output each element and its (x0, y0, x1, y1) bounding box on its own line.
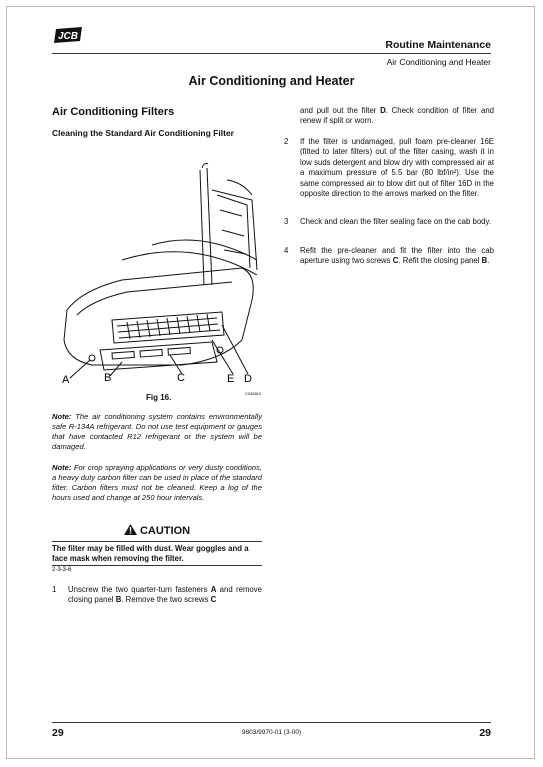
page-title: Air Conditioning and Heater (188, 74, 355, 88)
caution-text: The filter may be filled with dust. Wear goggles and a face mask when removing the filter. (52, 544, 249, 564)
note-text: For crop spraying applications or very dusty conditions, a heavy duty carbon filter can be used in place of the standard filter. Carbon filters must not be cleaned. Keep a log of the hours used and change at 250 hour intervals. (52, 463, 262, 503)
step-number: 3 (284, 217, 289, 226)
caution-rule-bottom (52, 565, 262, 566)
header-subsection: Air Conditioning and Heater (386, 57, 491, 67)
logo-text: JCB (57, 31, 79, 42)
caution-heading (52, 524, 262, 537)
step-text: If the filter is undamaged, pull foam pre-cleaner 16E (fitted to later filters) out of the filter casing, wash it in low suds detergent and blow dry with compressed air at a maximum pressure of 5.5 bar (80 lbf/in²). Use the same compressed air to blow dirt out of filter 16D in the opposite direction to the arrows marked on the filter. (300, 137, 494, 199)
figure-label-a: A (62, 374, 70, 386)
figure-label-d: D (244, 373, 252, 385)
caution-rule-top (52, 541, 262, 542)
note-refrigerant (52, 412, 262, 452)
note-carbon-filter (52, 463, 262, 503)
caution-label: CAUTION (139, 525, 191, 537)
figure-label-e: E (227, 373, 235, 385)
sub-title: Cleaning the Standard Air Conditioning Filter (52, 128, 234, 138)
page-number-right: 29 (479, 727, 491, 739)
step-text: Unscrew the two quarter-turn fasteners A and remove closing panel B. Remove the two screws C (68, 585, 263, 605)
note-label: Note: (52, 463, 72, 472)
step-text: Check and clean the filter sealing face on the cab body. (300, 217, 492, 226)
jcb-logo (53, 27, 83, 43)
note-text: The air conditioning system contains environmentally safe R-134A refrigerant. Do not use test equipment or gauges that have contacted R12 refrigerant or the system will be damaged. (52, 412, 262, 452)
warning-icon (124, 524, 137, 535)
step-1-continuation: and pull out the filter D. Check condition of filter and renew if split or worn. (300, 106, 494, 126)
footer-rule (52, 722, 491, 723)
caution-ref: 2-3-3-6 (52, 567, 72, 573)
note-label: Note: (52, 412, 72, 421)
page-number-left: 29 (52, 727, 64, 739)
figure-air-conditioning-filter (52, 150, 267, 400)
document-reference: 9803/9970-01 (3-00) (241, 729, 302, 736)
figure-ref: C035810 (245, 391, 262, 396)
section-title: Air Conditioning Filters (52, 106, 175, 118)
step-number: 1 (52, 585, 57, 594)
figure-label-b: B (104, 372, 112, 384)
figure-label-c: C (177, 372, 185, 384)
figure-caption: Fig 16. (146, 393, 172, 402)
step-number: 4 (284, 246, 289, 255)
step-text: Refit the pre-cleaner and fit the filter into the cab aperture using two screws C. Refit the closing panel B. (300, 246, 494, 266)
header-rule (52, 53, 491, 54)
header-section-title: Routine Maintenance (385, 39, 491, 51)
step-number: 2 (284, 137, 289, 146)
